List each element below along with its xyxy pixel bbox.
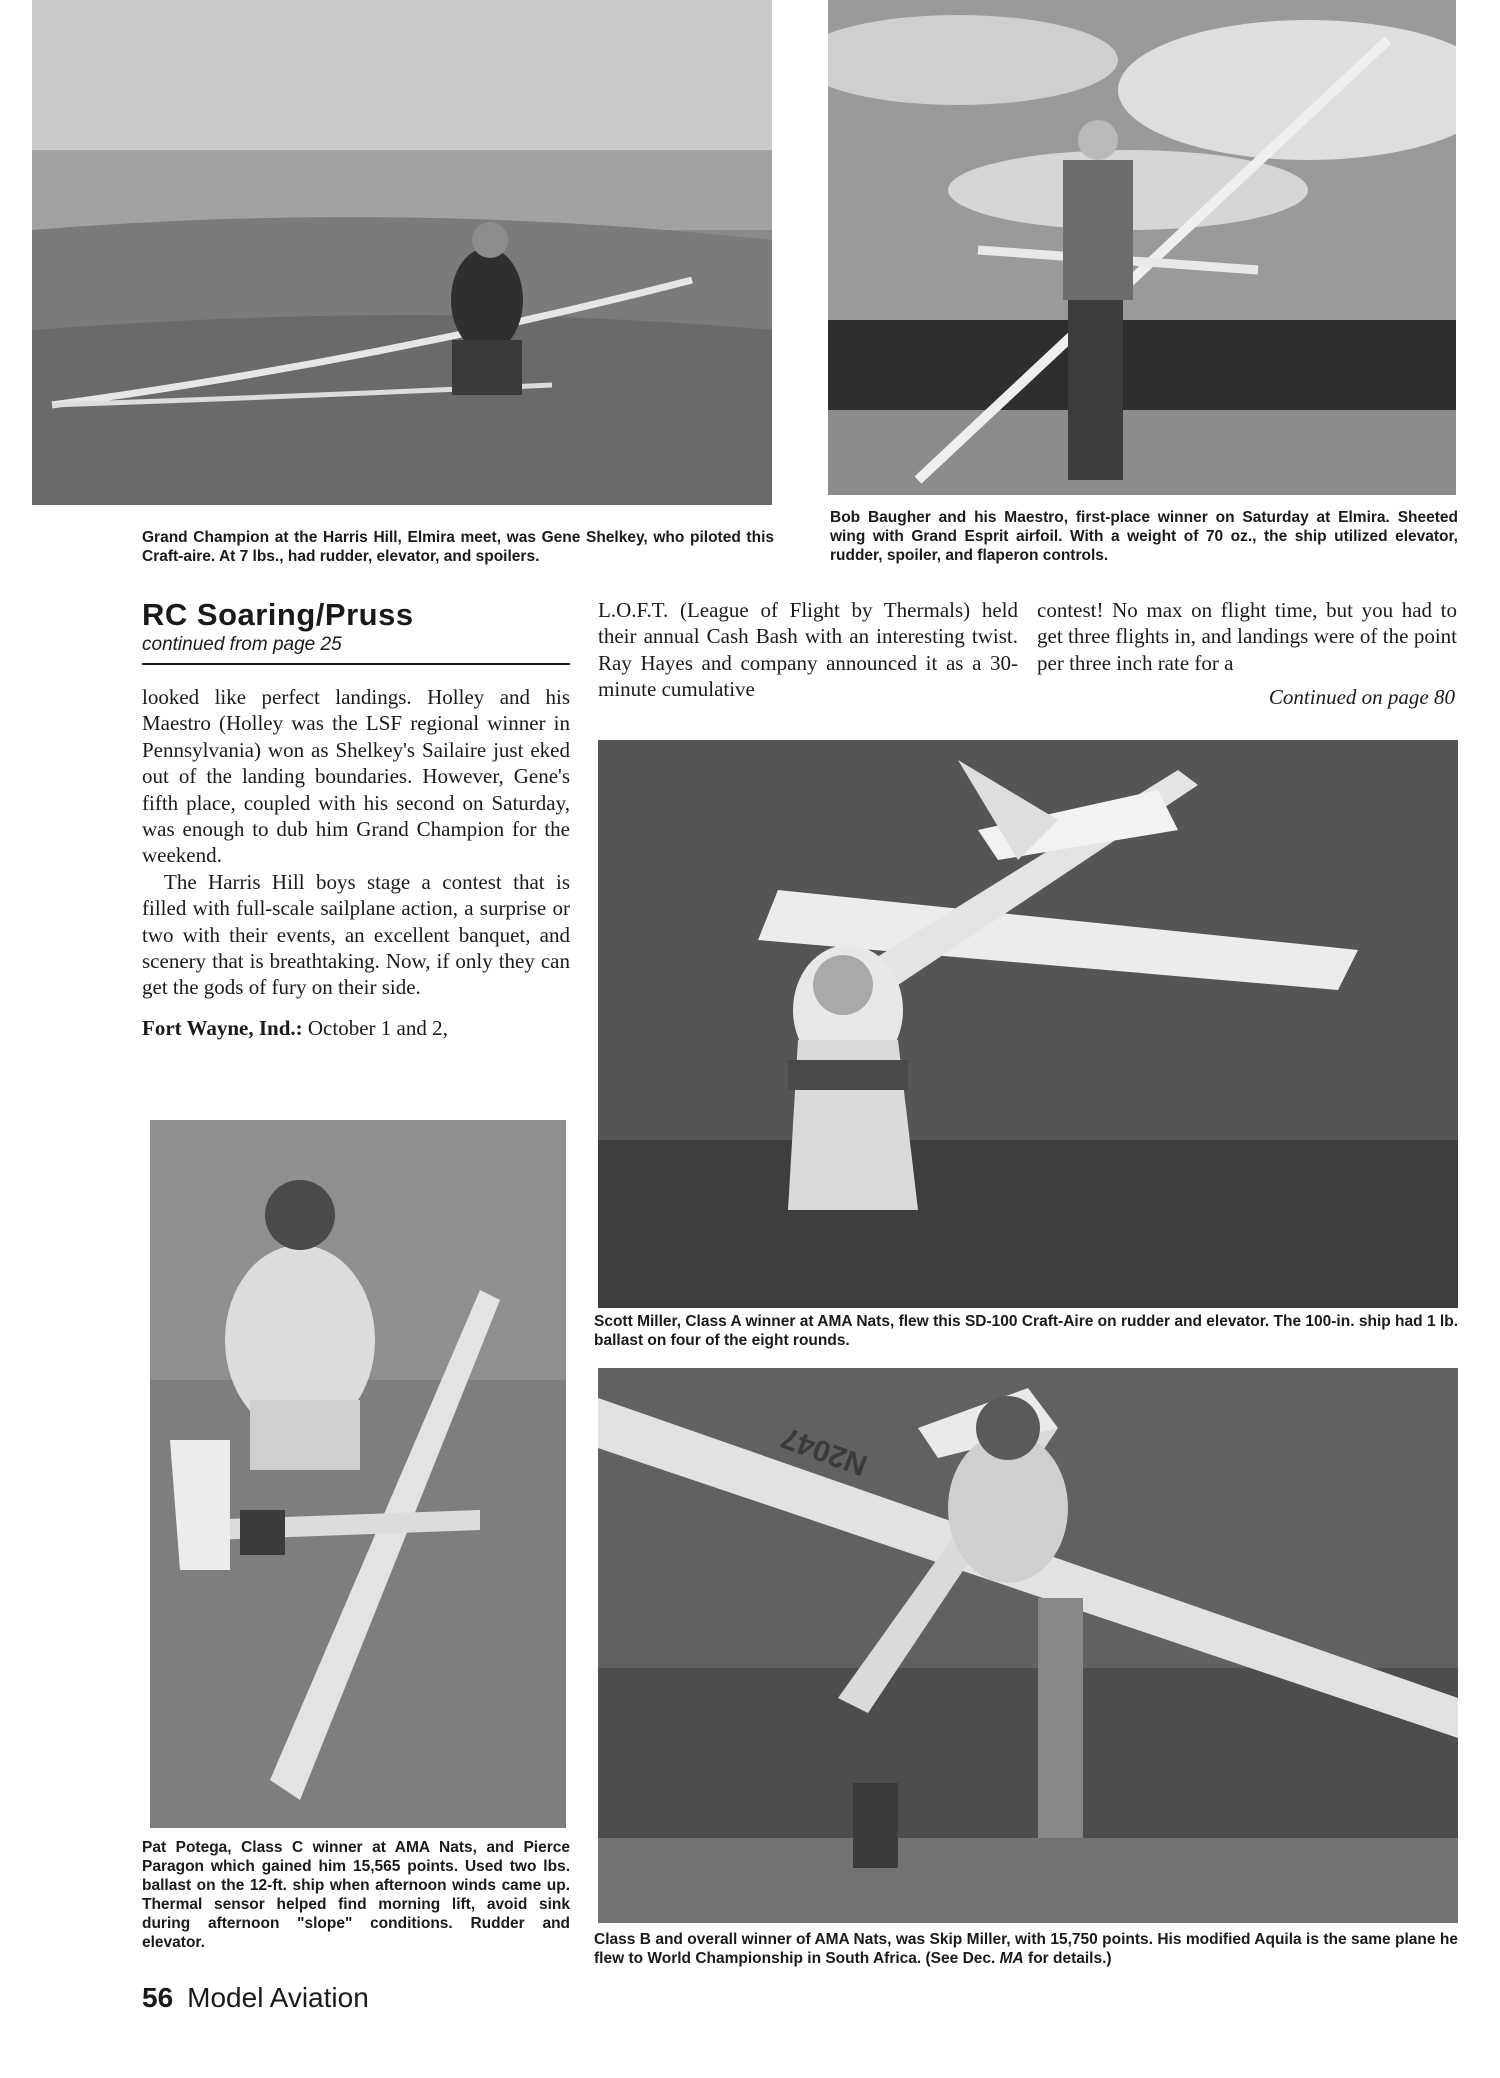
photo-potega-paragon bbox=[150, 1120, 566, 1828]
body-column-3-text: contest! No max on flight time, but you had to get three flights in, and landings were of the point per three inch rate for a bbox=[1037, 598, 1457, 675]
caption-skip-miller bbox=[594, 1930, 1458, 1968]
body-paragraph-3 bbox=[142, 1015, 570, 1041]
caption-skip-miller-ma: MA bbox=[999, 1950, 1024, 1967]
photo-scott-miller-sd100 bbox=[598, 740, 1458, 1308]
continued-on-link: Continued on page 80 bbox=[1268, 685, 1455, 709]
caption-baugher bbox=[830, 508, 1458, 565]
caption-baugher-text: Bob Baugher and his Maestro, first-place winner on Saturday at Elmira. Sheeted wing with Grand Esprit airfoil. With a weight of 70 oz., the ship utilized elevator, rudder, spoiler, and flaperon controls. bbox=[830, 509, 1458, 564]
place-date: October 1 and 2, bbox=[302, 1015, 448, 1040]
body-paragraph-2: The Harris Hill boys stage a contest that is filled with full-scale sailplane action, a surprise or two with their events, an excellent banquet, and scenery that is breathtaking. Now, if only they can get the gods of fury on their side. bbox=[142, 869, 570, 1000]
caption-shelkey-text: Grand Champion at the Harris Hill, Elmira meet, was Gene Shelkey, who piloted this Craft-aire. At 7 lbs., had rudder, elevator, and spoilers. bbox=[142, 529, 774, 565]
caption-potega bbox=[142, 1838, 570, 1952]
magazine-name: Model Aviation bbox=[187, 1982, 369, 2013]
caption-scott-miller bbox=[594, 1312, 1458, 1350]
plane-registration: N2047 bbox=[777, 1420, 872, 1482]
photo-shelkey-craft-aire bbox=[32, 0, 772, 505]
photo-skip-miller-aquila bbox=[598, 1368, 1458, 1923]
body-column-2 bbox=[598, 597, 1018, 703]
caption-scott-miller-text: Scott Miller, Class A winner at AMA Nats, flew this SD-100 Craft-Aire on rudder and elevator. The 100-in. ship had 1 lb. ballast on four of the eight rounds. bbox=[594, 1313, 1458, 1349]
body-column-1 bbox=[142, 684, 570, 1041]
column-title: RC Soaring/Pruss bbox=[142, 597, 414, 632]
column-head-rule bbox=[142, 663, 570, 665]
page-number: 56 bbox=[142, 1982, 174, 2013]
body-paragraph-1: looked like perfect landings. Holley and his Maestro (Holley was the LSF regional winner in Pennsylvania) won as Shelkey's Sailaire just eked out of the landing boundaries. However, Gene's fifth place, coupled with his second on Saturday, was enough to dub him Grand Champion for the weekend. bbox=[142, 685, 570, 868]
caption-shelkey bbox=[142, 528, 774, 566]
caption-potega-text: Pat Potega, Class C winner at AMA Nats, and Pierce Paragon which gained him 15,565 points. Used two lbs. ballast on the 12-ft. ship when afternoon winds came up. Thermal sensor helped find morning lift, avoid sink during afternoon "slope" conditions. Rudder and elevator. bbox=[142, 1839, 570, 1951]
caption-skip-miller-text bbox=[594, 1930, 1458, 1968]
photo-baugher-maestro bbox=[828, 0, 1456, 495]
body-column-3 bbox=[1037, 597, 1457, 676]
caption-skip-miller-part2: for details.) bbox=[1023, 1950, 1112, 1967]
caption-skip-miller-part1: Class B and overall winner of AMA Nats, was Skip Miller, with 15,750 points. His modified Aquila is the same plane he flew to World Championship in South Africa. (See Dec. bbox=[594, 1931, 1458, 1967]
place-name: Fort Wayne, Ind.: bbox=[142, 1015, 303, 1040]
page-footer bbox=[142, 1982, 369, 2014]
column-subtitle: continued from page 25 bbox=[142, 634, 342, 655]
body-column-2-text: L.O.F.T. (League of Flight by Thermals) held their annual Cash Bash with an interesting twist. Ray Hayes and company announced it as a 30-minute cumulative bbox=[598, 598, 1018, 702]
